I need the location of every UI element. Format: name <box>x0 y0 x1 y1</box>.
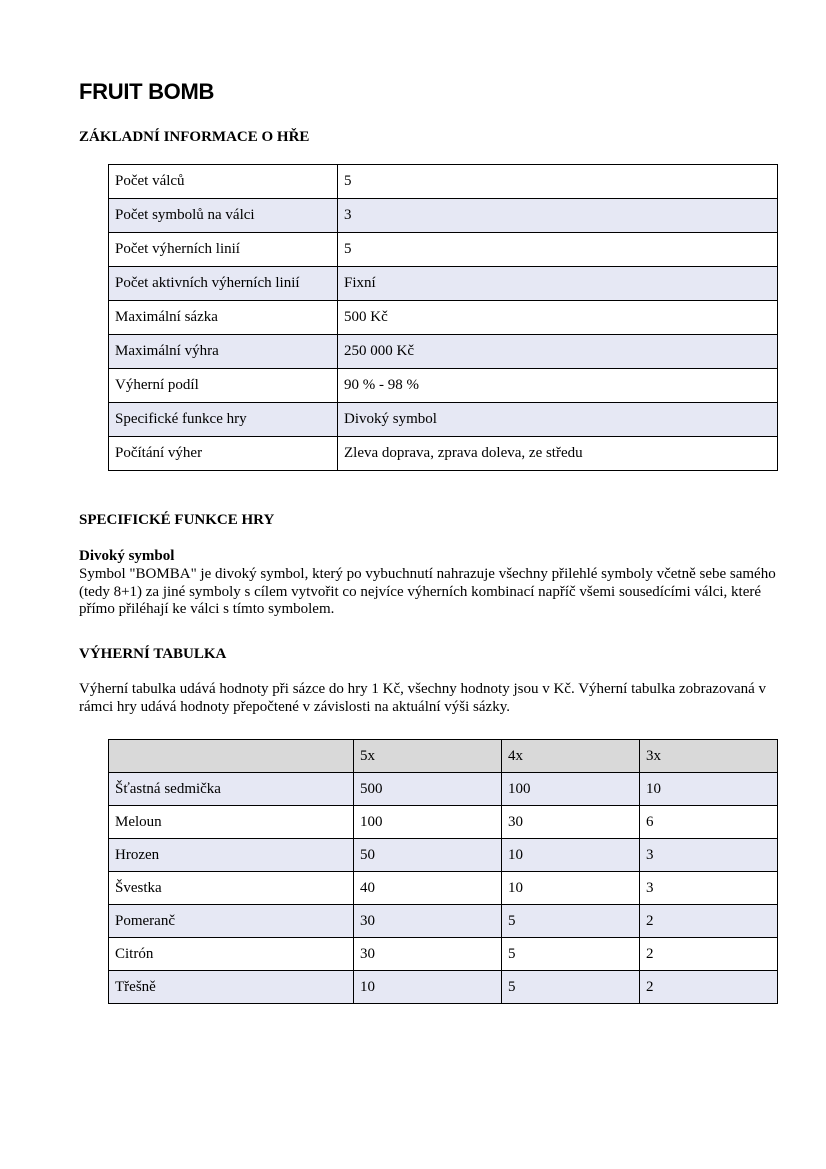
table-row <box>109 905 778 938</box>
payout-5x: 30 <box>354 905 502 938</box>
symbol-name: Švestka <box>109 872 354 905</box>
row-label: Počet aktivních výherních linií <box>109 267 338 301</box>
table-row <box>109 233 778 267</box>
row-label: Počet válců <box>109 165 338 199</box>
row-value: 250 000 Kč <box>338 335 778 369</box>
table-header-row <box>109 740 778 773</box>
wild-symbol-description: Symbol "BOMBA" je divoký symbol, který po vybuchnutí nahrazuje všechny přilehlé symboly včetně sebe samého (tedy 8+1) za jiné symboly s cílem vytvořit co nejvíce výherních kombinací napříč všemi sousedícími válci, které přímo přiléhají ke válci s tímto symbolem. <box>79 566 776 617</box>
special-features-heading: SPECIFICKÉ FUNKCE HRY <box>79 512 275 528</box>
row-value: Divoký symbol <box>338 403 778 437</box>
basic-info-table <box>108 164 778 471</box>
payout-4x: 10 <box>502 839 640 872</box>
payout-5x: 10 <box>354 971 502 1004</box>
symbol-name: Třešně <box>109 971 354 1004</box>
wild-symbol-title: Divoký symbol <box>79 548 175 564</box>
column-header-3x: 3x <box>640 740 778 773</box>
payout-5x: 500 <box>354 773 502 806</box>
symbol-name: Šťastná sedmička <box>109 773 354 806</box>
table-row <box>109 369 778 403</box>
table-row <box>109 301 778 335</box>
payout-4x: 5 <box>502 938 640 971</box>
payout-4x: 5 <box>502 905 640 938</box>
payout-3x: 2 <box>640 938 778 971</box>
basic-info-heading: ZÁKLADNÍ INFORMACE O HŘE <box>79 129 310 145</box>
row-value: 5 <box>338 165 778 199</box>
payout-3x: 3 <box>640 872 778 905</box>
paytable-intro: Výherní tabulka udává hodnoty při sázce do hry 1 Kč, všechny hodnoty jsou v Kč. Výherní tabulka zobrazovaná v rámci hry udává hodnoty přepočtené v závislosti na aktuální výši sázky. <box>79 681 767 715</box>
payout-3x: 2 <box>640 905 778 938</box>
row-value: 3 <box>338 199 778 233</box>
table-row <box>109 872 778 905</box>
column-header-symbol <box>109 740 354 773</box>
payout-3x: 10 <box>640 773 778 806</box>
table-row <box>109 403 778 437</box>
table-row <box>109 437 778 471</box>
payout-4x: 30 <box>502 806 640 839</box>
row-value: 5 <box>338 233 778 267</box>
symbol-name: Hrozen <box>109 839 354 872</box>
payout-5x: 30 <box>354 938 502 971</box>
symbol-name: Meloun <box>109 806 354 839</box>
paytable-heading: VÝHERNÍ TABULKA <box>79 646 227 662</box>
table-row <box>109 199 778 233</box>
payout-4x: 100 <box>502 773 640 806</box>
payout-4x: 5 <box>502 971 640 1004</box>
row-label: Počet výherních linií <box>109 233 338 267</box>
table-row <box>109 773 778 806</box>
row-value: 90 % - 98 % <box>338 369 778 403</box>
row-label: Počítání výher <box>109 437 338 471</box>
table-row <box>109 165 778 199</box>
row-label: Maximální výhra <box>109 335 338 369</box>
row-value: 500 Kč <box>338 301 778 335</box>
payout-3x: 2 <box>640 971 778 1004</box>
symbol-name: Pomeranč <box>109 905 354 938</box>
paytable-table <box>108 739 778 1004</box>
payout-5x: 100 <box>354 806 502 839</box>
row-label: Výherní podíl <box>109 369 338 403</box>
row-label: Počet symbolů na válci <box>109 199 338 233</box>
document-title: FRUIT BOMB <box>79 79 215 104</box>
payout-4x: 10 <box>502 872 640 905</box>
table-row <box>109 267 778 301</box>
symbol-name: Citrón <box>109 938 354 971</box>
table-row <box>109 938 778 971</box>
table-row <box>109 335 778 369</box>
table-row <box>109 839 778 872</box>
payout-3x: 3 <box>640 839 778 872</box>
row-label: Maximální sázka <box>109 301 338 335</box>
table-row <box>109 971 778 1004</box>
row-value: Zleva doprava, zprava doleva, ze středu <box>338 437 778 471</box>
table-row <box>109 806 778 839</box>
column-header-5x: 5x <box>354 740 502 773</box>
column-header-4x: 4x <box>502 740 640 773</box>
payout-5x: 50 <box>354 839 502 872</box>
row-label: Specifické funkce hry <box>109 403 338 437</box>
payout-5x: 40 <box>354 872 502 905</box>
payout-3x: 6 <box>640 806 778 839</box>
row-value: Fixní <box>338 267 778 301</box>
